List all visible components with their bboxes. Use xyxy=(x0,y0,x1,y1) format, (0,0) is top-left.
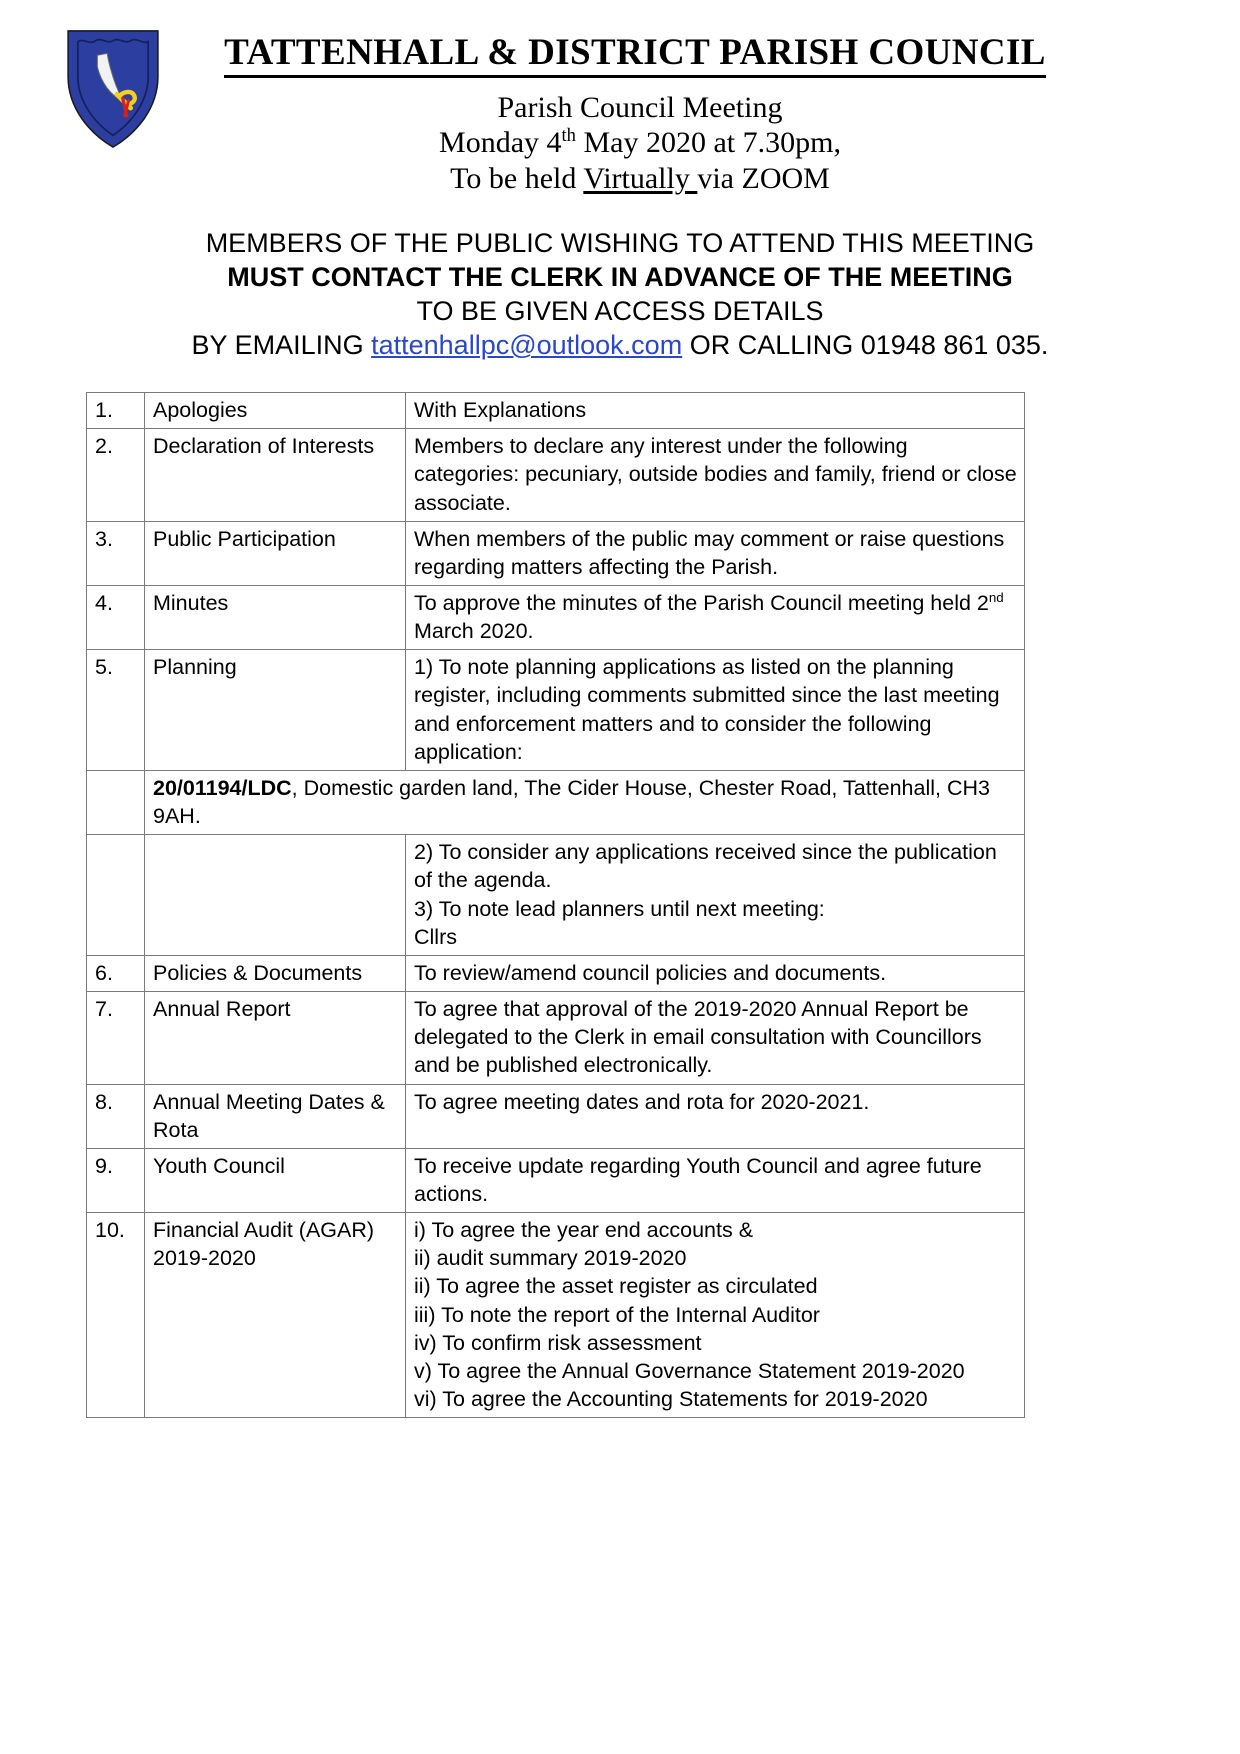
agenda-item-number: 10. xyxy=(87,1213,145,1418)
minutes-desc-suffix: March 2020. xyxy=(414,619,534,644)
ordinal-suffix: th xyxy=(561,125,576,147)
notice-line-1: MEMBERS OF THE PUBLIC WISHING TO ATTEND THIS MEETING xyxy=(205,228,1035,259)
meeting-details xyxy=(0,90,1240,196)
agenda-item-description: To agree that approval of the 2019-2020 Annual Report be delegated to the Clerk in email consultation with Councillors and be published electronically. xyxy=(406,992,1025,1084)
table-row xyxy=(87,650,1025,771)
agenda-item-number: 8. xyxy=(87,1084,145,1148)
agenda-table-wrap xyxy=(0,392,1240,1418)
document-header xyxy=(0,0,1240,196)
table-row xyxy=(87,992,1025,1084)
clerk-email-link[interactable]: tattenhallpc@outlook.com xyxy=(371,330,683,361)
agenda-item-description xyxy=(406,586,1025,650)
planning-application-reference: 20/01194/LDC xyxy=(153,775,292,800)
agenda-item-topic: Declaration of Interests xyxy=(145,429,406,521)
agenda-item-number: 3. xyxy=(87,521,145,585)
table-row xyxy=(87,1084,1025,1148)
notice-contact-line xyxy=(40,328,1200,362)
agenda-item-description: To receive update regarding Youth Council and agree future actions. xyxy=(406,1148,1025,1212)
table-row xyxy=(87,586,1025,650)
agenda-item-description: 1) To note planning applications as listed on the planning register, including comments submitted since the last meeting and enforcement matters and to consider the following application: xyxy=(406,650,1025,771)
agenda-item-topic: Policies & Documents xyxy=(145,955,406,991)
title-wrap xyxy=(0,34,1240,78)
page-title: TATTENHALL & DISTRICT PARISH COUNCIL xyxy=(224,34,1046,78)
notice-phone-suffix: OR CALLING 01948 861 035. xyxy=(682,330,1049,361)
audit-sub-item: iv) To confirm risk assessment xyxy=(414,1330,702,1355)
table-row xyxy=(87,521,1025,585)
agenda-item-topic: Annual Meeting Dates & Rota xyxy=(145,1084,406,1148)
notice-email-prefix: BY EMAILING xyxy=(191,330,372,361)
notice-line-2: MUST CONTACT THE CLERK IN ADVANCE OF THE MEETING xyxy=(227,262,1013,293)
table-row-planning-application xyxy=(87,770,1025,834)
audit-sub-item: vi) To agree the Accounting Statements for 2019-2020 xyxy=(414,1387,928,1412)
planning-sub-item: 3) To note lead planners until next meeting: xyxy=(414,896,825,921)
agenda-item-topic: Public Participation xyxy=(145,521,406,585)
agenda-item-number: 6. xyxy=(87,955,145,991)
agenda-item-description: To agree meeting dates and rota for 2020-2021. xyxy=(406,1084,1025,1148)
agenda-item-topic-empty xyxy=(145,835,406,956)
venue-prefix: To be held xyxy=(450,161,584,195)
planning-application-details: , Domestic garden land, The Cider House, Chester Road, Tattenhall, CH3 9AH. xyxy=(153,775,990,829)
meeting-date-suffix: May 2020 at 7.30pm, xyxy=(575,126,841,160)
agenda-item-description: With Explanations xyxy=(406,393,1025,429)
agenda-item-number-empty xyxy=(87,770,145,834)
planning-application-cell xyxy=(145,770,1025,834)
audit-sub-item: i) To agree the year end accounts & xyxy=(414,1218,754,1243)
agenda-item-topic: Annual Report xyxy=(145,992,406,1084)
agenda-item-topic: Youth Council xyxy=(145,1148,406,1212)
table-row-planning-continued xyxy=(87,835,1025,956)
agenda-item-number: 5. xyxy=(87,650,145,771)
agenda-item-number: 4. xyxy=(87,586,145,650)
ordinal-suffix: nd xyxy=(988,589,1004,605)
agenda-item-number: 2. xyxy=(87,429,145,521)
agenda-item-description: Members to declare any interest under the following categories: pecuniary, outside bodies and family, friend or close associate. xyxy=(406,429,1025,521)
agenda-item-number: 7. xyxy=(87,992,145,1084)
venue-underlined: Virtually xyxy=(583,161,698,195)
agenda-item-number-empty xyxy=(87,835,145,956)
agenda-item-number: 1. xyxy=(87,393,145,429)
meeting-venue-line xyxy=(40,161,1240,196)
table-row xyxy=(87,1148,1025,1212)
table-row xyxy=(87,955,1025,991)
table-row xyxy=(87,429,1025,521)
audit-sub-item: ii) To agree the asset register as circulated xyxy=(414,1274,818,1299)
meeting-type-line: Parish Council Meeting xyxy=(497,90,783,124)
agenda-item-topic: Minutes xyxy=(145,586,406,650)
planning-sub-item: Cllrs xyxy=(414,924,457,949)
minutes-desc-prefix: To approve the minutes of the Parish Council meeting held 2 xyxy=(414,591,989,616)
table-row xyxy=(87,393,1025,429)
audit-sub-item: v) To agree the Annual Governance Statement 2019-2020 xyxy=(414,1358,965,1383)
audit-sub-item: ii) audit summary 2019-2020 xyxy=(414,1246,687,1271)
audit-sub-item: iii) To note the report of the Internal Auditor xyxy=(414,1302,820,1327)
agenda-item-number: 9. xyxy=(87,1148,145,1212)
planning-sub-item: 2) To consider any applications received since the publication of the agenda. xyxy=(414,840,997,893)
agenda-item-description xyxy=(406,835,1025,956)
parish-council-crest-icon xyxy=(64,28,162,150)
agenda-item-description: When members of the public may comment or raise questions regarding matters affecting the Parish. xyxy=(406,521,1025,585)
venue-suffix: via ZOOM xyxy=(697,161,830,195)
meeting-date-prefix: Monday 4 xyxy=(439,126,562,160)
meeting-datetime-line xyxy=(40,125,1240,160)
notice-line-3: TO BE GIVEN ACCESS DETAILS xyxy=(416,296,824,327)
agenda-item-topic: Financial Audit (AGAR) 2019-2020 xyxy=(145,1213,406,1418)
table-row xyxy=(87,1213,1025,1418)
agenda-item-description: To review/amend council policies and documents. xyxy=(406,955,1025,991)
agenda-item-description xyxy=(406,1213,1025,1418)
agenda-table xyxy=(86,392,1025,1418)
agenda-item-topic: Planning xyxy=(145,650,406,771)
public-notice xyxy=(0,226,1240,362)
agenda-item-topic: Apologies xyxy=(145,393,406,429)
